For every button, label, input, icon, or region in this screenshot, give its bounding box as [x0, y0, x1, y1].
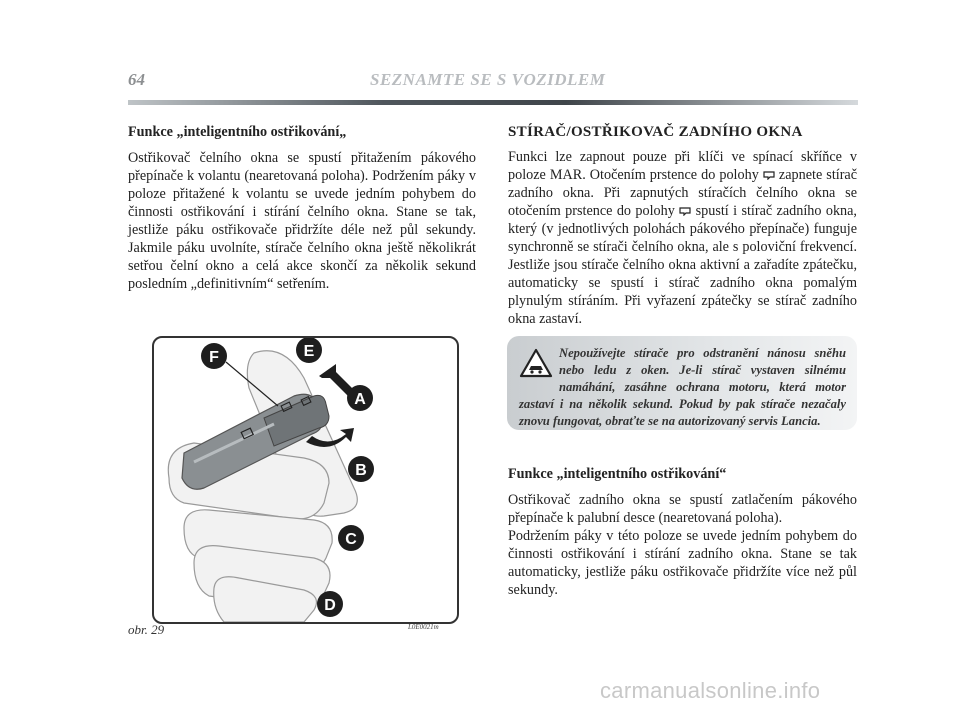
rear-wiper-symbol-icon — [763, 171, 775, 180]
label-e: E — [303, 343, 315, 360]
page-number: 64 — [128, 70, 145, 89]
warning-text: Nepoužívejte stírače pro odstranění nánosu sněhu nebo ledu z oken. Je-li stírač vystaven silnému namáhání, zasáhne ochrana motoru, která motor zastaví i na několik sekund. Pokud by pak stírače nezačaly znovu fungovat, obraťte se na autorizovaný servis Lancia. — [519, 346, 846, 428]
warning-text-block — [519, 345, 846, 430]
left-column — [128, 123, 476, 293]
left-heading: Funkce „inteligentního ostřikování„ — [128, 124, 347, 140]
header-rule — [128, 100, 858, 105]
rear-wiper-text-2: zapnete stírač zadního okna. Při zapnutých stíračích čelního okna se otočením prstence do polohy — [508, 167, 858, 219]
rear-wiper-symbol-icon — [679, 207, 691, 216]
rear-washer-paragraph-2: Podržením páky v této poloze se uvede jedním pohybem do činnosti ostřikování i stírání zadního okna. Stane se tak automaticky, jestliže páku ostřikovače přidržíte více než půl sekundy. — [508, 528, 857, 598]
rear-washer-heading: Funkce „inteligentního ostřikování“ — [508, 466, 727, 482]
label-d: D — [324, 597, 336, 614]
warning-box — [507, 336, 857, 430]
running-header: SEZNAMTE SE S VOZIDLEM — [370, 70, 606, 89]
lever-figure — [152, 336, 459, 624]
right-column — [508, 123, 857, 328]
label-c: C — [345, 531, 357, 548]
lever-illustration — [154, 338, 457, 622]
rear-wiper-text-1: Funkci lze zapnout pouze při klíči ve spínací skříňce v poloze MAR. Otočením prstence do polohy — [508, 149, 857, 183]
section-title: STÍRAČ/OSTŘIKOVAČ ZADNÍHO OKNA — [508, 124, 803, 140]
label-b: B — [355, 462, 367, 479]
left-paragraph: Ostřikovač čelního okna se spustí přitažením pákového přepínače k volantu (nearetovaná poloha). Podržením páky v poloze přitažené k volantu se uvede jedním pohybem do činnosti ostřikování i stírání čelního okna. Stane se tak, jestliže páku ostřikovače přidržíte déle než půl sekundy. Jakmile páku uvolníte, stírače čelního okna ještě několikrát setřou čelní okno a celá akce skončí za několik sekund posledním „definitivním“ setřením. — [128, 150, 476, 292]
rear-washer-paragraph-1: Ostřikovač zadního okna se spustí zatlačením pákového přepínače k palubní desce (nearetovaná poloha). — [508, 492, 857, 526]
watermark: carmanualsonline.info — [600, 678, 821, 703]
warning-icon-spacer — [519, 345, 559, 389]
label-a: A — [354, 391, 366, 408]
right-column-lower — [508, 465, 857, 599]
label-f: F — [209, 349, 219, 366]
figure-code: L0E0021m — [408, 623, 439, 631]
rear-wiper-text-3: spustí i stírač zadního okna, který (v jednotlivých polohách pákového přepínače) funguje synchronně se stírači čelního okna, ale s poloviční frekvencí. Jestliže jsou stírače čelního okna aktivní a zařadíte zpátečku, automaticky se spustí i stírač zadního okna pomalým plynulým stíráním. Při vyřazení zpátečky se stírač zadního okna zastaví. — [508, 203, 857, 327]
rear-wiper-paragraph — [508, 148, 857, 328]
figure-caption: obr. 29 — [128, 622, 165, 637]
